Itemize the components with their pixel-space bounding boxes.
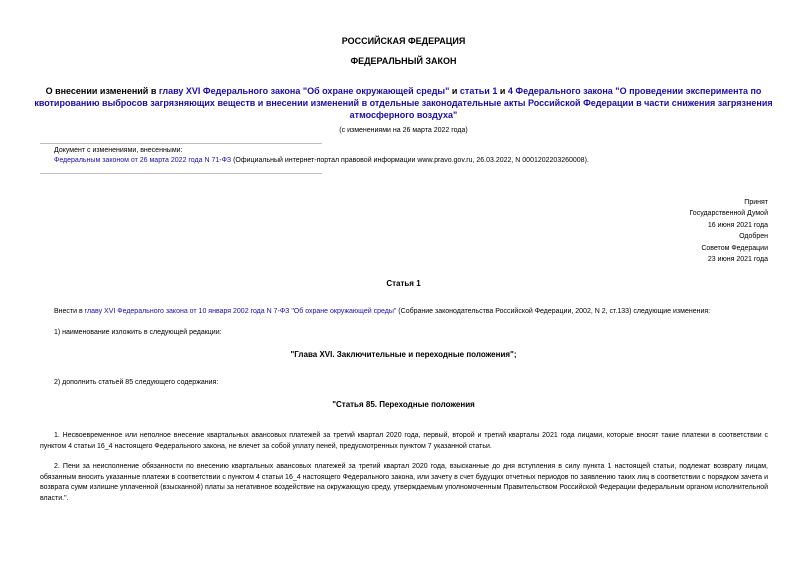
chapter-xvi-link[interactable]: главу XVI Федерального закона от 10 января 2002 года N 7-ФЗ "Об охране окружающей среды" xyxy=(84,308,397,315)
approval-date: 23 июня 2021 года xyxy=(707,256,768,264)
approval-line: Советом Федерации xyxy=(701,244,768,252)
item-2: 2) дополнить статьей 85 следующего содержания: xyxy=(54,379,219,386)
title-link-article-4[interactable]: 4 xyxy=(507,86,513,96)
country-heading: РОССИЙСКАЯ ФЕДЕРАЦИЯ xyxy=(341,36,466,46)
adoption-line: Принят xyxy=(744,199,768,206)
title-link-article-1[interactable]: статьи 1 xyxy=(459,86,498,96)
document-type-heading: ФЕДЕРАЛЬНЫЙ ЗАКОН xyxy=(350,56,457,66)
title-connector: и xyxy=(449,86,460,96)
approval-line: Одобрен xyxy=(739,233,768,241)
article-85-title: "Статья 85. Переходные положения xyxy=(332,400,475,409)
divider-bottom xyxy=(40,173,322,174)
title-connector: и xyxy=(497,86,508,96)
article-85-point-1: 1. Несвоевременное или неполное внесение квартальных авансовых платежей за третий квартал 2020 года, первый, второй и третий кварталы 2021 года лицами, которые вносят такие платежи в соответствии с пунктом 4 статьи 16_4 настоящего Федерального закона, не влечет за собой уплату пеней, предусмотренных пунктом 7 указанной статьи. xyxy=(40,432,768,450)
publication-source: (Официальный интернет-портал правовой информации www.pravo.gov.ru, 26.03.2022, N 0001202203260008). xyxy=(231,157,589,164)
intro-prefix: Внести в xyxy=(54,308,85,315)
article-1-intro xyxy=(54,308,710,315)
chapter-title-quote: "Глава XVI. Заключительные и переходные положения"; xyxy=(290,350,517,359)
title-suffix[interactable]: Федерального закона "О проведении эксперимента по квотированию выбросов загрязняющих веществ и внесении изменений в отдельные законодательные акты Российской Федерации в части снижения загрязнения атмосферного воздуха" xyxy=(34,86,773,120)
item-1: 1) наименование изложить в следующей редакции: xyxy=(54,329,222,336)
edition-note: (с изменениями на 26 марта 2022 года) xyxy=(339,127,468,134)
adoption-date: 16 июня 2021 года xyxy=(707,221,768,229)
changes-line xyxy=(54,157,589,164)
adoption-block xyxy=(568,197,768,265)
article-85-point-2: 2. Пени за неисполнение обязанности по внесению квартальных авансовых платежей за третий квартал 2020 года, взысканные до дня вступления в силу пункта 1 настоящей статьи, подлежат возврату лицам, обязанным вносить указанные платежи в соответствии с пунктом 4 статьи 16_4 настоящего Федерального закона, или зачету в счет будущих отчетных периодов по заявлению таких лиц в соответствии с порядком зачета и возврата сумм излишне уплаченной (взысканной) платы за негативное воздействие на окружающую среду, утверждаемым уполномоченным Правительством Российской Федерации федеральным органом исполнительной власти.". xyxy=(40,463,768,502)
amending-law-link[interactable]: Федеральным законом от 26 марта 2022 года N 71-ФЗ xyxy=(54,157,232,164)
divider-top xyxy=(40,143,322,144)
adoption-line: Государственной Думой xyxy=(689,210,768,218)
article-1-heading: Статья 1 xyxy=(386,279,421,288)
law-title xyxy=(30,85,777,121)
title-prefix: О внесении изменений в xyxy=(45,86,159,96)
changes-label: Документ с изменениями, внесенными: xyxy=(54,147,183,154)
intro-suffix: (Собрание законодательства Российской Федерации, 2002, N 2, ст.133) следующие изменения: xyxy=(396,308,711,315)
title-link-chapter-xvi[interactable]: главу XVI Федерального закона "Об охране окружающей среды" xyxy=(158,86,450,96)
